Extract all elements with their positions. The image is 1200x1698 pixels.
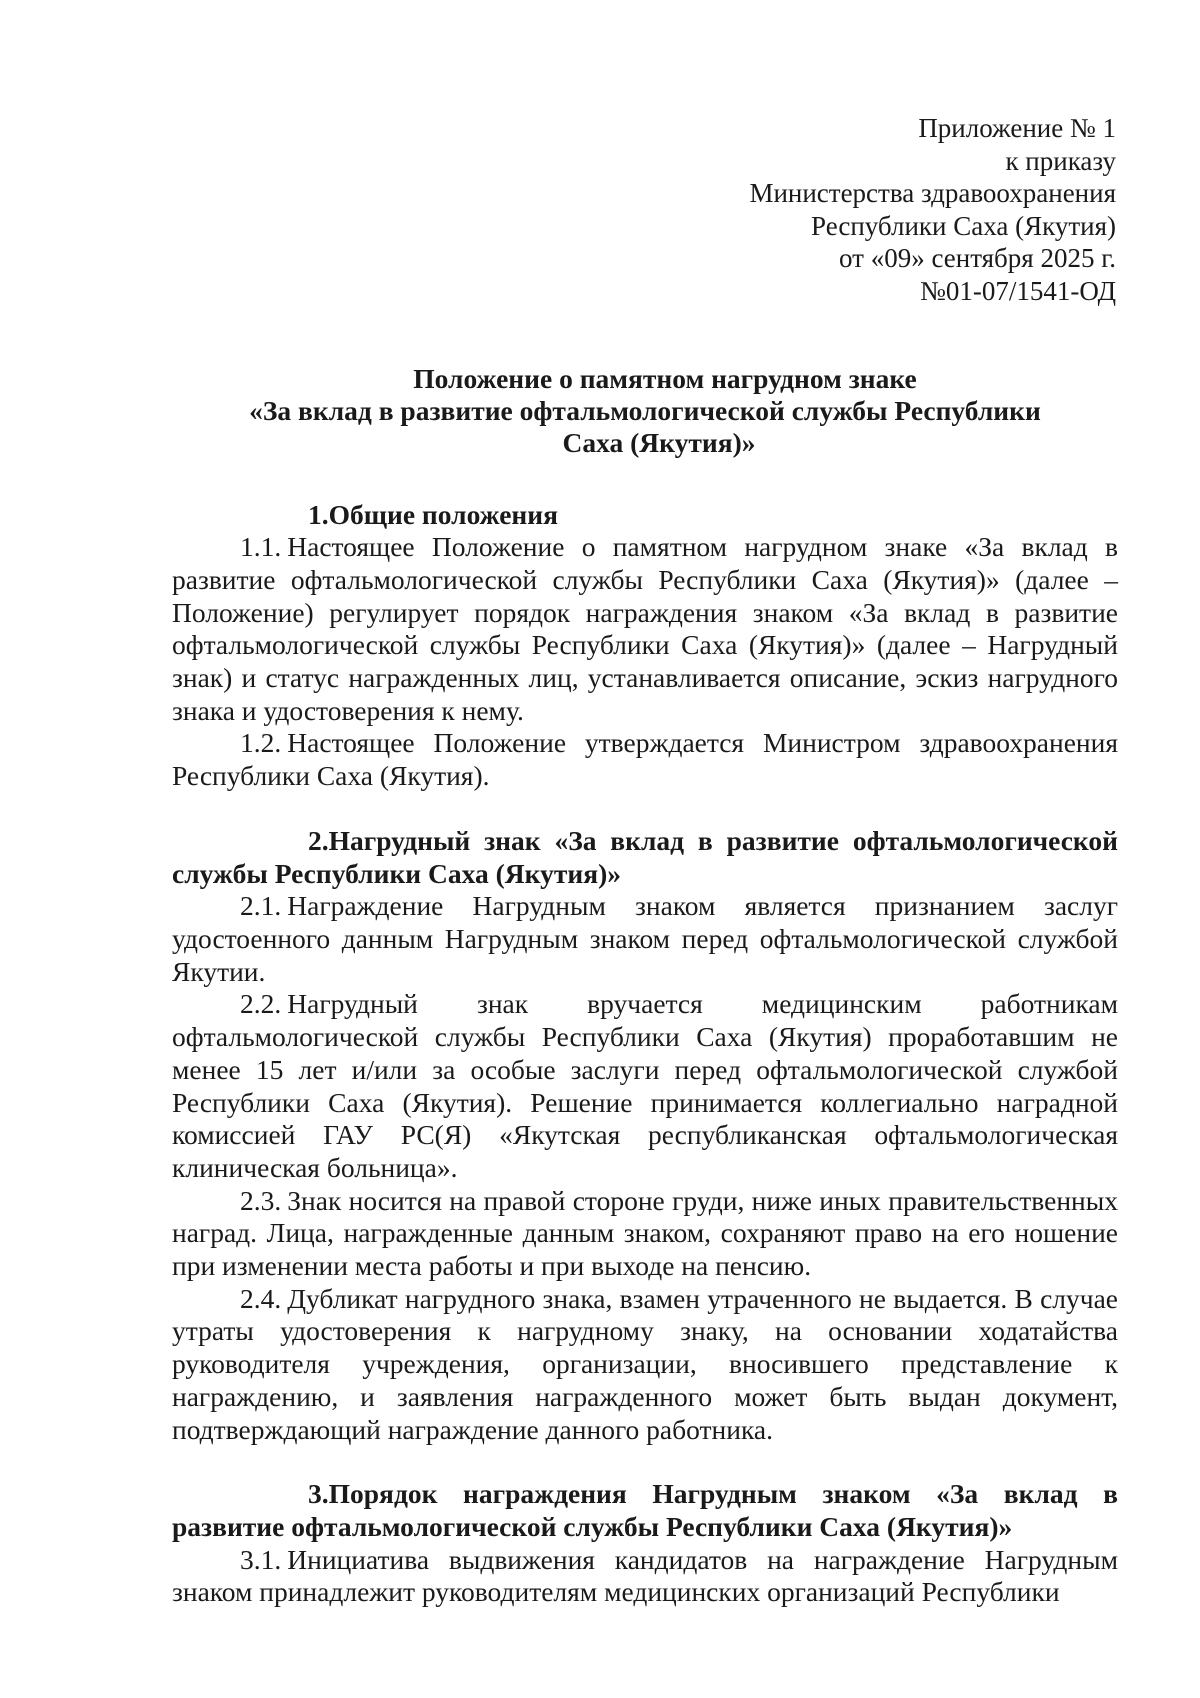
title-line-1: Положение о памятном нагрудном знаке	[413, 362, 917, 394]
section-1-heading	[172, 499, 1118, 532]
paragraph-number: 3.1.	[240, 1543, 282, 1575]
section-heading-text: Общие положения	[328, 498, 558, 530]
paragraph-number: 2.1.	[240, 890, 282, 922]
paragraph-1-1	[172, 531, 1118, 727]
section-heading-text: Порядок награждения Нагрудным знаком «За вклад в развитие офтальмологической службы Республики Саха (Якутия)»	[172, 1478, 1118, 1542]
appendix-ministry: Министерства здравоохранения	[749, 178, 1116, 209]
paragraph-text: Настоящее Положение утверждается Министром здравоохранения Республики Саха (Якутия).	[172, 727, 1118, 792]
appendix-header	[172, 112, 1116, 308]
appendix-to-order: к приказу	[1005, 145, 1116, 176]
paragraph-number: 2.3.	[240, 1184, 282, 1216]
section-3-heading	[172, 1478, 1118, 1543]
paragraph-number: 2.4.	[240, 1282, 282, 1314]
appendix-date: от «09» сентября 2025 г.	[839, 243, 1116, 274]
paragraph-number: 1.2.	[240, 727, 282, 759]
paragraph-text: Инициатива выдвижения кандидатов на награждение Нагрудным знаком принадлежит руководителям медицинских организаций Республики	[172, 1543, 1118, 1608]
section-number: 3.	[308, 1478, 329, 1510]
appendix-republic: Республики Саха (Якутия)	[811, 210, 1116, 241]
paragraph-number: 1.1.	[240, 531, 282, 563]
section-heading-text: Нагрудный знак «За вклад в развитие офтальмологической службы Республики Саха (Якутия)»	[172, 824, 1118, 889]
paragraph-text: Знак носится на правой стороне груди, ниже иных правительственных наград. Лица, награжденные данным знаком, сохраняют право на его ношение при изменении места работы и при выходе на пенсию.	[172, 1184, 1118, 1282]
document-title	[172, 363, 1118, 459]
paragraph-2-4	[172, 1283, 1118, 1447]
paragraph-2-2	[172, 988, 1118, 1184]
paragraph-1-2	[172, 727, 1118, 792]
paragraph-text: Нагрудный знак вручается медицинским работникам офтальмологической службы Республики Саха (Якутия) проработавшим не менее 15 лет и/или за особые заслуги перед офтальмологической службой Республики Саха (Якутия). Решение принимается коллегиально наградной комиссией ГАУ РС(Я) «Якутская республиканская офтальмологическая клиническая больница».	[172, 988, 1118, 1183]
paragraph-3-1	[172, 1544, 1118, 1609]
title-line-3: Саха (Якутия)»	[562, 426, 756, 458]
paragraph-number: 2.2.	[240, 988, 282, 1020]
appendix-number: Приложение № 1	[918, 113, 1116, 143]
paragraph-2-3	[172, 1185, 1118, 1283]
section-number: 2.	[308, 824, 329, 856]
document-page	[172, 112, 1118, 1609]
appendix-order-number: №01-07/1541-ОД	[920, 275, 1116, 306]
paragraph-text: Дубликат нагрудного знака, взамен утраченного не выдается. В случае утраты удостоверения к нагрудному знаку, на основании ходатайства руководителя учреждения, организации, вносившего представление к награждению, и заявления награжденного может быть выдан документ, подтверждающий награждение данного работника.	[172, 1282, 1118, 1445]
section-2-heading	[172, 825, 1118, 890]
title-line-2: «За вклад в развитие офтальмологической службы Республики	[249, 394, 1041, 426]
paragraph-text: Награждение Нагрудным знаком является признанием заслуг удостоенного данным Нагрудным знаком перед офтальмологической службой Якутии.	[172, 890, 1118, 987]
section-number: 1.	[308, 498, 329, 530]
paragraph-2-1	[172, 890, 1118, 988]
paragraph-text: Настоящее Положение о памятном нагрудном знаке «За вклад в развитие офтальмологической службы Республики Саха (Якутия)» (далее – Положение) регулирует порядок награждения знаком «За вклад в развитие офтальмологической службы Республики Саха (Якутия)» (далее – Нагрудный знак) и статус награжденных лиц, устанавливается описание, эскиз нагрудного знака и удостоверения к нему.	[172, 531, 1118, 726]
